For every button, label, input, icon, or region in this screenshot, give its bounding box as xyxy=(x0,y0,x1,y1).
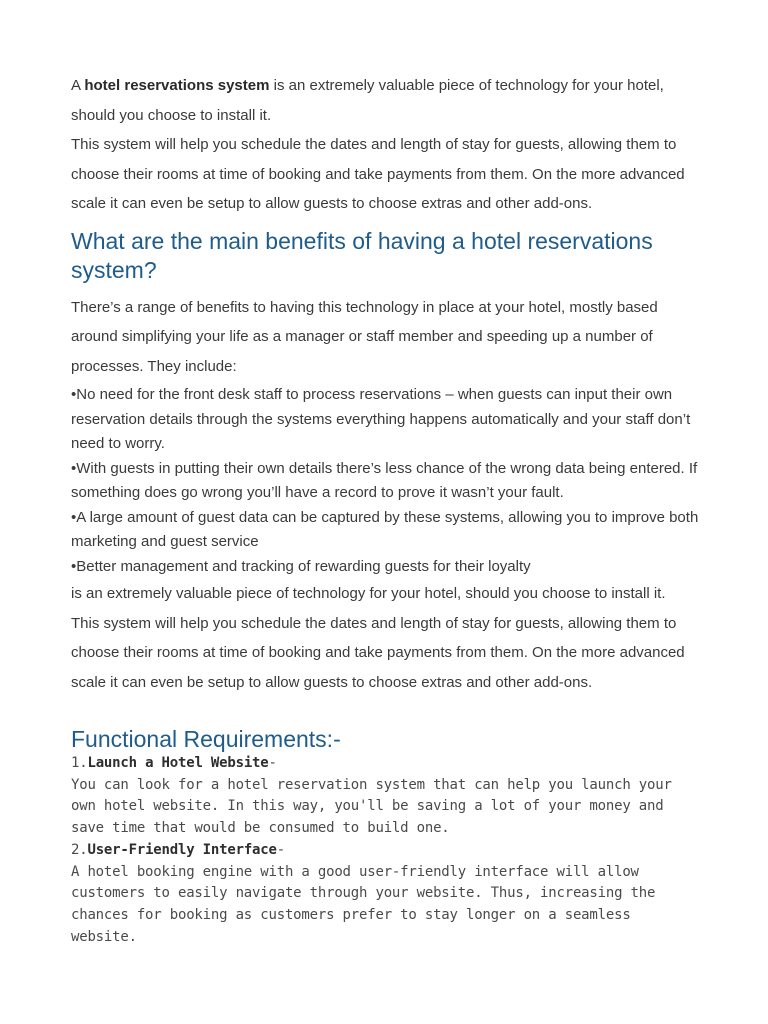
intro-paragraph-2: This system will help you schedule the dates and length of stay for guests, allowing them to choose their rooms at time of booking and take payments from them. On the more advanced scale it can even be setup to allow guests to choose extras and other add-ons. xyxy=(71,136,685,212)
requirement-1-title-text: Launch a Hotel Website xyxy=(87,755,269,771)
requirement-2-body: A hotel booking engine with a good user-friendly interface will allow customers to easily navigate through your website. Thus, increasing the chances for booking as customers prefer to stay longer on a seamless website. xyxy=(71,863,656,945)
repeat-paragraph-1: is an extremely valuable piece of technology for your hotel, should you choose to install it. xyxy=(71,585,666,602)
requirement-1-suffix: - xyxy=(268,755,277,771)
benefit-item-1: •No need for the front desk staff to process reservations – when guests can input their own reservation details through the systems everything happens automatically and your staff don’t need to worry. xyxy=(71,386,691,452)
requirement-2-suffix: - xyxy=(276,841,285,858)
intro-prefix: A xyxy=(71,77,85,94)
functional-heading: Functional Requirements:- xyxy=(71,726,341,752)
requirement-2-title-text: User-Friendly Interface xyxy=(87,841,277,858)
benefit-item-4: •Better management and tracking of rewarding guests for their loyalty xyxy=(71,557,531,575)
intro-rest: is an extremely valuable piece of technology for your hotel, should you choose to install it. xyxy=(71,77,664,124)
intro-bold-term: hotel reservations system xyxy=(84,77,270,94)
benefit-item-2: •With guests in putting their own details there’s less chance of the wrong data being entered. If something does go wrong you’ll have a record to prove it wasn’t your fault. xyxy=(71,459,698,501)
intro-paragraph xyxy=(71,71,701,130)
document-content xyxy=(71,71,701,948)
requirement-1-title xyxy=(71,753,701,775)
benefit-item-3: •A large amount of guest data can be captured by these systems, allowing you to improve both marketing and guest service xyxy=(71,508,699,550)
requirement-2-title xyxy=(71,840,701,862)
requirement-2-number: 2. xyxy=(71,841,88,858)
repeat-paragraph-2: This system will help you schedule the dates and length of stay for guests, allowing them to choose their rooms at time of booking and take payments from them. On the more advanced scale it can even be setup to allow guests to choose extras and other add-ons. xyxy=(71,614,685,691)
benefits-lead: There’s a range of benefits to having this technology in place at your hotel, mostly based around simplifying your life as a manager or staff member and speeding up a number of processes. They include: xyxy=(71,298,658,375)
requirement-1-number: 1. xyxy=(71,755,88,771)
requirement-1-body: You can look for a hotel reservation system that can help you launch your own hotel website. In this way, you'll be saving a lot of your money and save time that would be consumed to build one. xyxy=(71,776,672,837)
benefits-heading: What are the main benefits of having a hotel reservations system? xyxy=(71,227,653,283)
